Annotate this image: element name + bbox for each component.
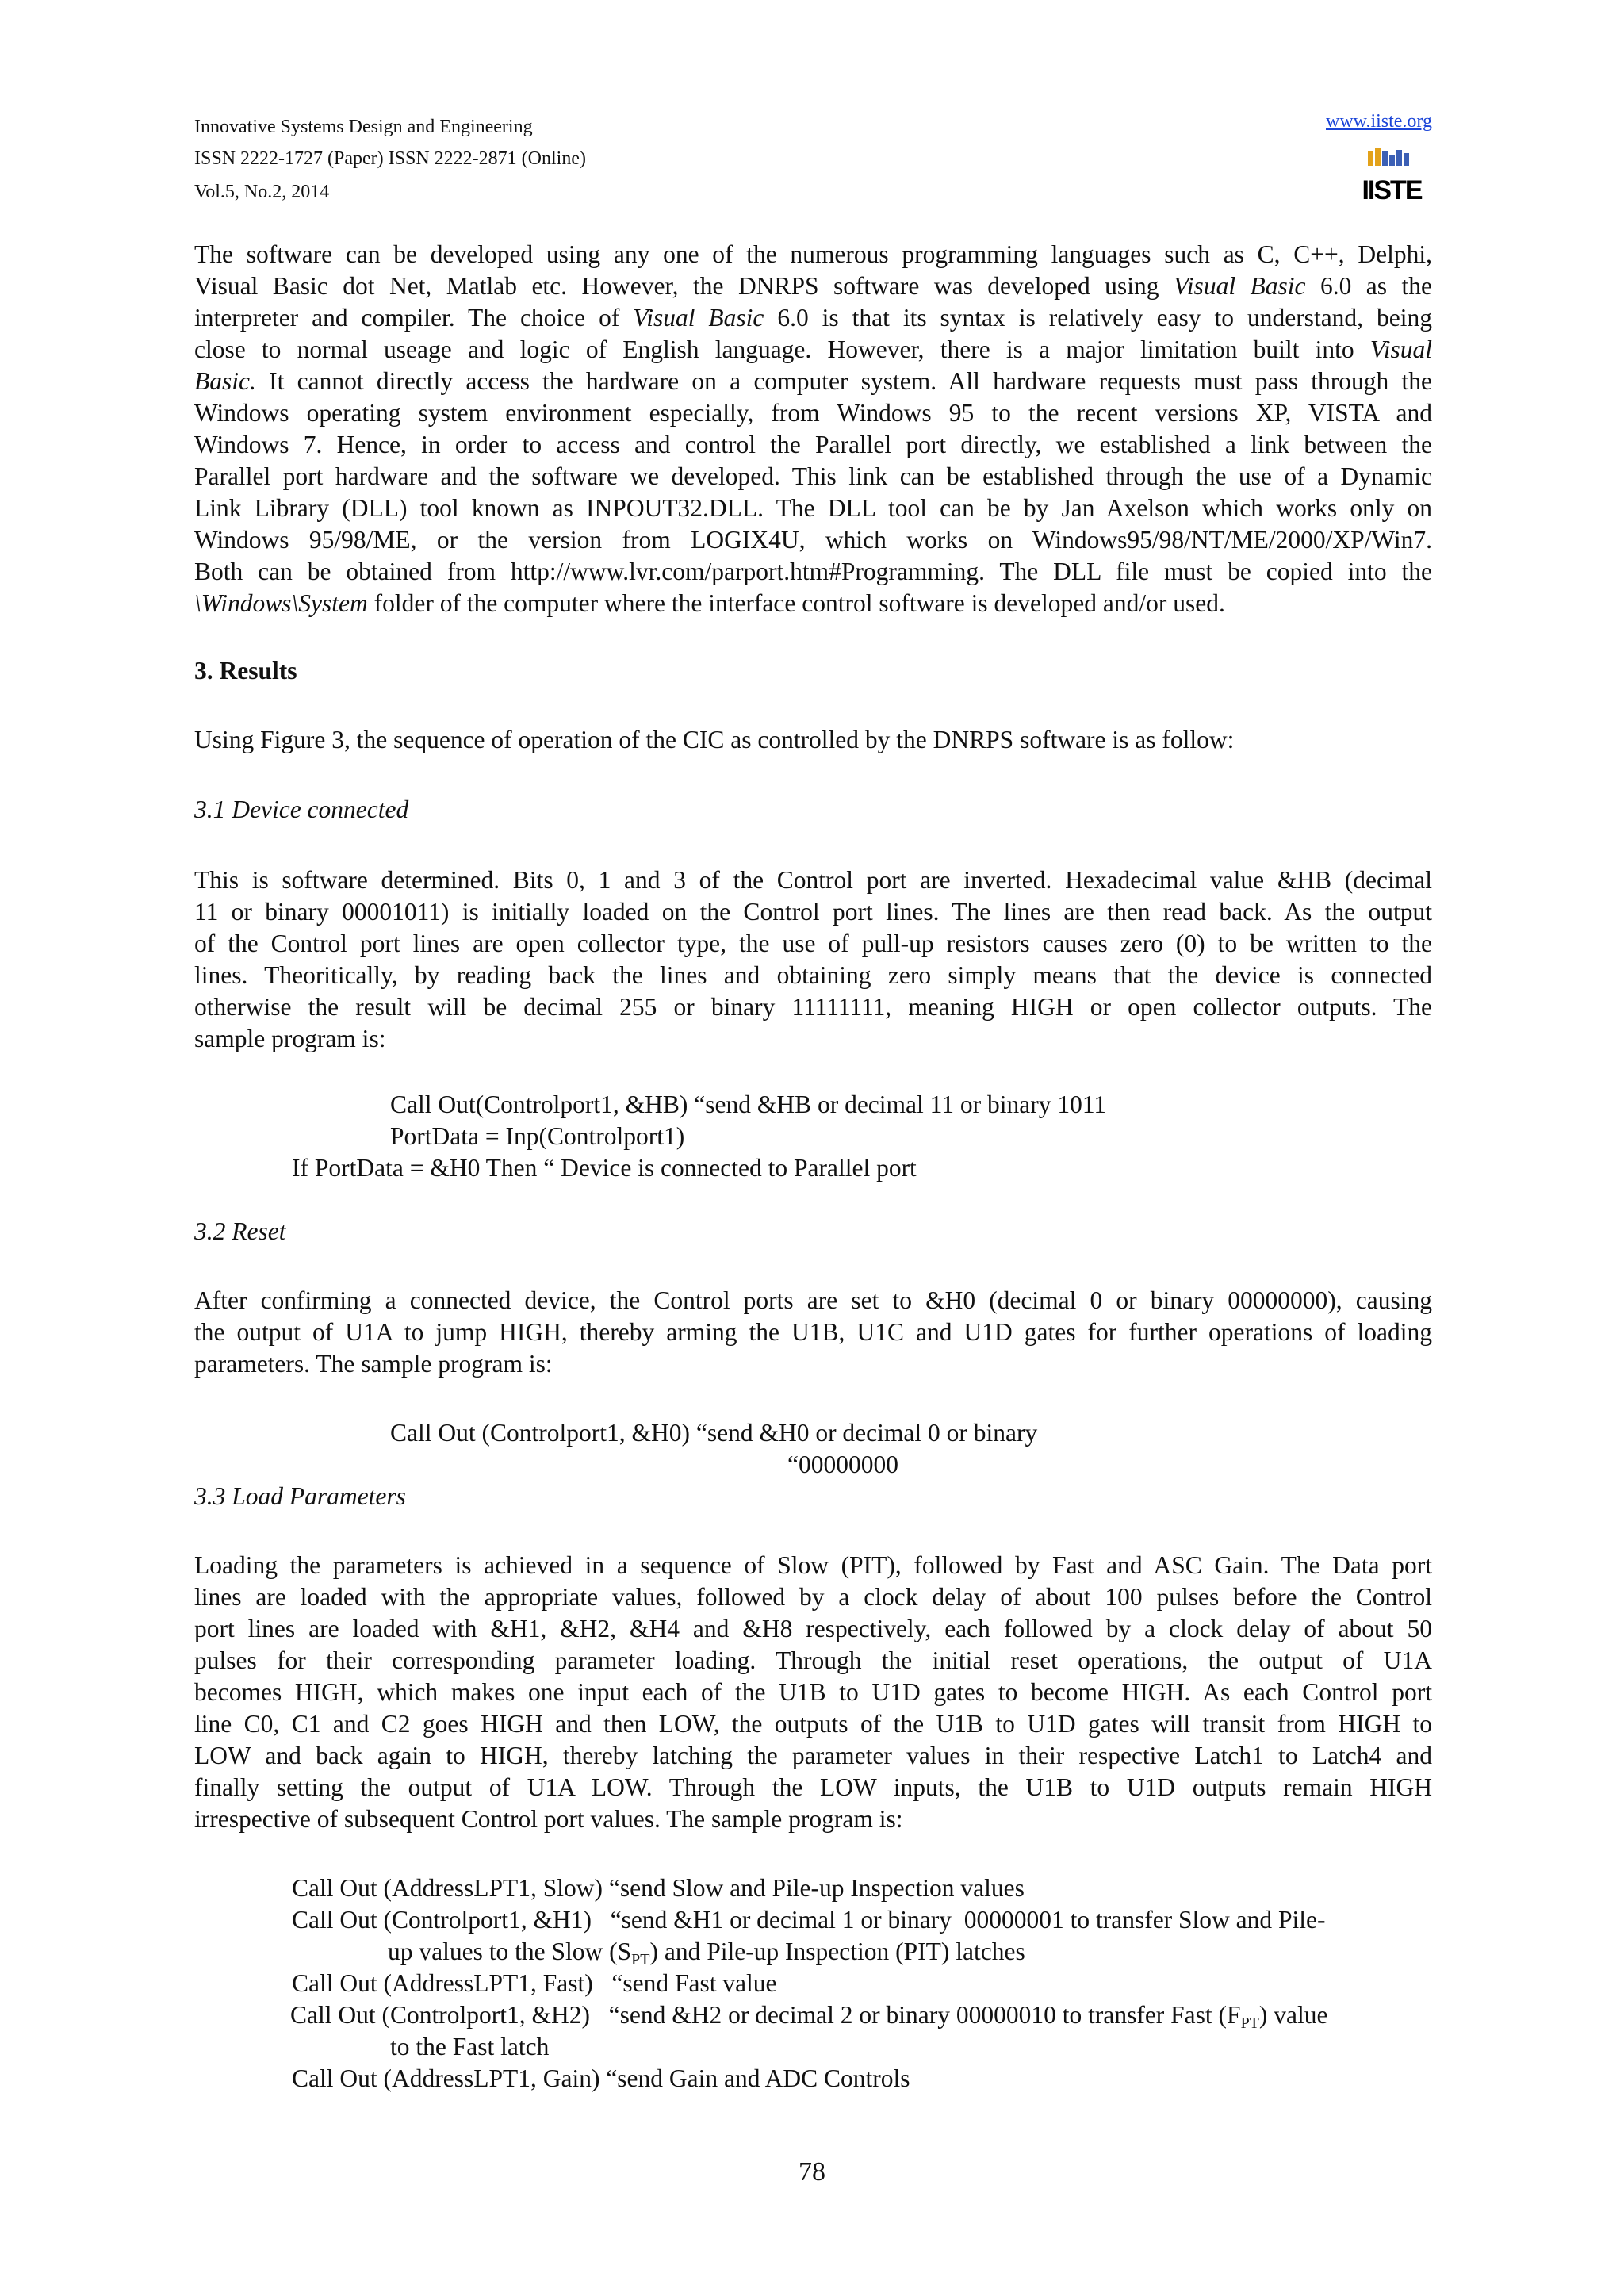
text-line: close to normal useage and logic of English language. However, there is a major limitation built into Visual: [194, 335, 1432, 363]
text-line: Basic. It cannot directly access the hardware on a computer system. All hardware requests must pass through the: [194, 367, 1432, 395]
results-intro: Using Figure 3, the sequence of operation of the CIC as controlled by the DNRPS software is as follow:: [194, 726, 1235, 753]
page-number: 78: [799, 2157, 825, 2187]
issn-line: ISSN 2222-1727 (Paper) ISSN 2222-2871 (Online): [194, 148, 586, 169]
load-parameters-paragraph: [194, 1550, 1432, 1835]
journal-name: Innovative Systems Design and Engineering: [194, 117, 533, 137]
code-line: Call Out (AddressLPT1, Gain) “send Gain and ADC Controls: [292, 2064, 910, 2092]
section-heading-results: 3. Results: [194, 657, 297, 684]
text-line: of the Control port lines are open collector type, the use of pull-up resistors causes zero (0) to be written to the: [194, 930, 1432, 957]
text-line: Windows 7. Hence, in order to access and control the Parallel port directly, we established a link between the: [194, 431, 1432, 458]
text-line: Loading the parameters is achieved in a sequence of Slow (PIT), followed by Fast and ASC Gain. The Data port: [194, 1551, 1432, 1579]
text-line: pulses for their corresponding parameter loading. Through the initial reset operations, the output of U1A: [194, 1646, 1432, 1674]
text-line: lines are loaded with the appropriate values, followed by a clock delay of about 100 pulses before the Control: [194, 1583, 1432, 1611]
text-line: line C0, C1 and C2 goes HIGH and then LOW, the outputs of the U1B to U1D gates will transit from HIGH to: [194, 1710, 1432, 1738]
reset-paragraph: [194, 1285, 1432, 1380]
subsection-title-load-parameters: 3.3 Load Parameters: [194, 1482, 406, 1510]
volume-line: Vol.5, No.2, 2014: [194, 182, 330, 202]
text-line: Link Library (DLL) tool known as INPOUT32.DLL. The DLL tool can be by Jan Axelson which works only on: [194, 494, 1432, 522]
text-line: interpreter and compiler. The choice of Visual Basic 6.0 is that its syntax is relatively easy to understand, being: [194, 304, 1432, 332]
text-line: Windows 95/98/ME, or the version from LOGIX4U, which works on Windows95/98/NT/ME/2000/XP/Win7.: [194, 526, 1432, 554]
journal-website-link[interactable]: www.iiste.org: [1326, 111, 1432, 132]
code-line: up values to the Slow $(S_{PT})$ and Pile-up Inspection (PIT) latches: [388, 1938, 1025, 1968]
text-line: port lines are loaded with &H1, &H2, &H4 and &H8 respectively, each followed by a clock delay of about 50: [194, 1615, 1432, 1642]
text-line: irrespective of subsequent Control port values. The sample program is:: [194, 1805, 903, 1833]
text-line: the output of U1A to jump HIGH, thereby arming the U1B, U1C and U1D gates for further operations of loading: [194, 1318, 1432, 1346]
text-line: This is software determined. Bits 0, 1 and 3 of the Control port are inverted. Hexadecimal value &HB (decimal: [194, 866, 1432, 894]
code-line: Call Out (AddressLPT1, Slow) “send Slow and Pile-up Inspection values: [292, 1874, 1025, 1902]
code-line: If PortData = &H0 Then “ Device is connected to Parallel port: [292, 1154, 917, 1182]
code-line: to the Fast latch: [390, 2033, 550, 2060]
code-line: Call Out (Controlport1, &H1) “send &H1 or decimal 1 or binary 00000001 to transfer Slow and Pile-: [292, 1906, 1326, 1934]
text-line: sample program is:: [194, 1025, 386, 1052]
text-line: The software can be developed using any one of the numerous programming languages such as C, C++, Delphi,: [194, 240, 1432, 268]
text-line: Visual Basic dot Net, Matlab etc. However, the DNRPS software was developed using Visual Basic 6.0 as the: [194, 272, 1432, 300]
subsection-title-reset: 3.2 Reset: [194, 1217, 286, 1245]
text-line: finally setting the output of U1A LOW. Through the LOW inputs, the U1B to U1D outputs remain HIGH: [194, 1773, 1432, 1801]
svg-text:IISTE: IISTE: [1362, 175, 1422, 205]
text-line: Windows operating system environment especially, from Windows 95 to the recent versions XP, VISTA and: [194, 399, 1432, 427]
text-line: \Windows\System folder of the computer where the interface control software is developed and/or used.: [194, 589, 1225, 617]
subsection-title-device-connected: 3.1 Device connected: [194, 795, 409, 823]
intro-paragraph: [194, 239, 1432, 619]
text-line: Both can be obtained from http://www.lvr.com/parport.htm#Programming. The DLL file must be copied into the: [194, 558, 1432, 585]
code-line: Call Out (AddressLPT1, Fast) “send Fast value: [292, 1969, 777, 1997]
text-line: Parallel port hardware and the software we developed. This link can be established through the use of a Dynamic: [194, 462, 1432, 490]
device-connected-paragraph: [194, 864, 1432, 1055]
text-line: lines. Theoritically, by reading back the lines and obtaining zero simply means that the device is connected: [194, 961, 1432, 989]
text-line: otherwise the result will be decimal 255 or binary 11111111, meaning HIGH or open collector outputs. The: [194, 993, 1432, 1021]
text-line: LOW and back again to HIGH, thereby latching the parameter values in their respective Latch1 to Latch4 and: [194, 1742, 1432, 1769]
code-line: Call Out (Controlport1, &H0) “send &H0 or decimal 0 or binary: [390, 1419, 1038, 1447]
code-line: Call Out(Controlport1, &HB) “send &HB or decimal 11 or binary 1011: [390, 1091, 1107, 1118]
text-line: becomes HIGH, which makes one input each of the U1B to U1D gates to become HIGH. As each Control port: [194, 1678, 1432, 1706]
text-line: parameters. The sample program is:: [194, 1350, 553, 1378]
code-line: PortData = Inp(Controlport1): [390, 1122, 685, 1150]
text-line: 11 or binary 00001011) is initially loaded on the Control port lines. The lines are then read back. As the output: [194, 898, 1432, 926]
iiste-logo: [1362, 147, 1422, 205]
code-line: Call Out (Controlport1, &H2) “send &H2 or decimal 2 or binary 00000010 to transfer Fast $(F_{PT})$ value: [290, 2001, 1328, 2032]
text-line: After confirming a connected device, the Control ports are set to &H0 (decimal 0 or binary 00000000), causing: [194, 1286, 1432, 1314]
code-line: “00000000: [787, 1451, 898, 1478]
